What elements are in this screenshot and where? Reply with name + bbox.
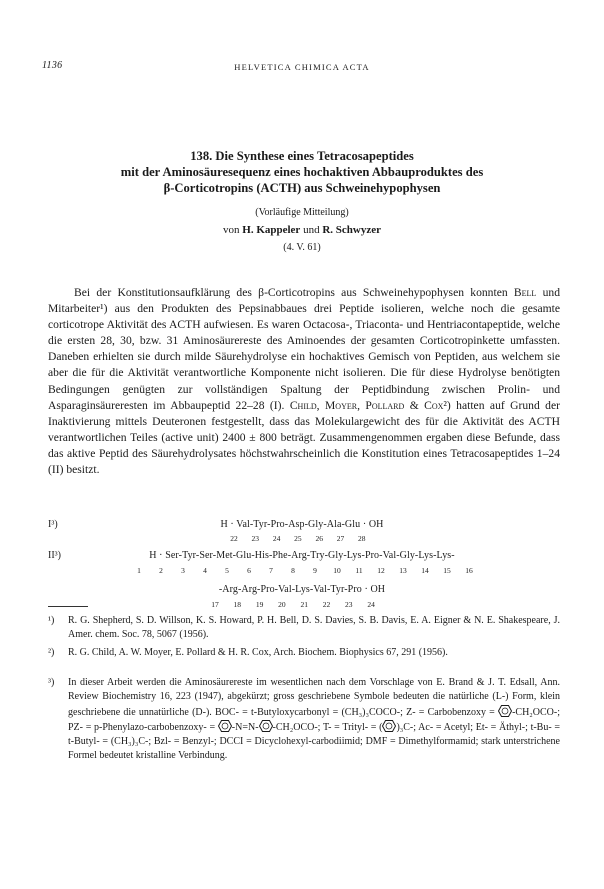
sequence-i-label: I³) [48, 519, 58, 530]
residue-number: 18 [233, 600, 242, 609]
footnote-1 [48, 614, 560, 643]
benzene-ring-icon [259, 720, 273, 732]
authors-line [0, 224, 604, 236]
residue-number: 26 [315, 534, 323, 543]
authors-prefix: von [223, 224, 240, 236]
residue-number: 21 [300, 600, 308, 609]
benzene-ring-icon [382, 720, 396, 732]
residue-number: 7 [269, 566, 273, 575]
residue-number: 9 [313, 566, 317, 575]
footnote-divider [48, 606, 88, 607]
body-text-c: ²) hatten auf Grund der Inaktivierung mittels Deuteronen festgestellt, dass das Molekulargewicht des für die Aktivität des ACTH verantwortlichen Teiles (active unit) 2400 ± 800 beträgt. Zusammengenommen ergaben diese Befunde, dass das aktive Peptid des Säurehydrolysates höchstwahrscheinlich die Konstitution eines Tetracosapeptides 1–24 (II) besitzt. [48, 398, 560, 477]
body-paragraph [48, 285, 560, 478]
journal-name: HELVETICA CHIMICA ACTA [234, 62, 370, 72]
authors-and: und [303, 224, 320, 236]
residue-number: 23 [345, 600, 353, 609]
residue-number: 25 [294, 534, 302, 543]
footnote-2-text: R. G. Child, A. W. Moyer, E. Pollard & H. R. Cox, Arch. Biochem. Biophysics 67, 291 (1956). [68, 647, 448, 658]
footnote-3-part-a: In dieser Arbeit werden die Aminosäurereste im wesentlichen nach dem Vorschlage von E. Brand & J. T. Edsall, Ann. Review Biochemistry 16, 223 (1947), abgekürzt; gross geschriebene Symbole bedeuten die natürliche (L-) Form, klein geschriebene die unnatürliche (D-). BOC- = t-Butyloxycarbonyl = (CH₃)₃COCO-; Z- = Carbobenzoxy = [68, 677, 560, 718]
residue-number: 13 [399, 566, 407, 575]
benzene-ring-icon [218, 720, 232, 732]
residue-number: 23 [251, 534, 260, 543]
body-text-a: Bei der Konstitutionsaufklärung des β-Corticotropins aus Schweinehypophysen konnten [74, 286, 514, 299]
residue-number: 2 [159, 566, 163, 575]
residue-number: 3 [181, 566, 185, 575]
footnote-3-part-c: PZ- = p-Phenylazo-carbobenzoxy- = [68, 721, 218, 733]
title-line-3: β-Corticotropins (ACTH) aus Schweinehypophysen [163, 181, 441, 195]
residue-number: 17 [211, 600, 219, 609]
sequence-ii-label: II³) [48, 550, 61, 561]
author-kappeler: H. Kappeler [242, 224, 301, 236]
title-line-2: mit der Aminosäuresequenz eines hochaktiven Abbauproduktes des [120, 165, 484, 179]
footnote-2-mark: ²) [48, 647, 55, 658]
footnote-3 [48, 676, 560, 764]
page-number: 1136 [42, 60, 63, 71]
footnote-2 [48, 646, 560, 660]
residue-number: 4 [203, 566, 207, 575]
footnote-3-part-d: -N=N- [231, 721, 259, 733]
sequence-i: H · Val-Tyr-Pro-Asp-Gly-Ala-Glu · OH [220, 519, 384, 530]
residue-number: 19 [255, 600, 264, 609]
residue-number: 24 [367, 600, 375, 609]
footnote-3-text [68, 676, 560, 764]
residue-number: 22 [322, 600, 331, 609]
received-date: (4. V. 61) [283, 242, 321, 253]
footnote-1-text: R. G. Shepherd, S. D. Willson, K. S. Howard, P. H. Bell, D. S. Davies, S. B. Davis, E. A. Eigner & N. E. Shakespeare, J. Amer. chem. Soc. 78, 5067 (1956). [68, 615, 560, 641]
sequence-ii-line2: -Arg-Arg-Pro-Val-Lys-Val-Tyr-Pro · OH [218, 584, 386, 595]
residue-number: 8 [291, 566, 295, 575]
residue-number: 5 [225, 566, 229, 575]
footnote-3-part-f: )₃C-; Ac- = Acetyl; Et- = Äthyl-; t-Bu- = t-Butyl- = (CH₃)₃C-; Bzl- = Benzyl-; DCCI = Dicyclohexyl-carbodiimid; DMF = Dimethylformamid; stark unterstrichene Formel bedeutet kristalline Verbindung. [68, 721, 561, 762]
footnote-3-mark: ³) [48, 677, 55, 688]
title-line-1: 138. Die Synthese eines Tetracosapeptides [190, 149, 414, 163]
residue-number: 20 [278, 600, 286, 609]
residue-number: 6 [247, 566, 251, 575]
residue-number: 12 [377, 566, 385, 575]
residue-number: 10 [333, 566, 341, 575]
footnote-3-part-b: -CH₂OCO-; [512, 706, 560, 718]
author-ref-bell: Bell [513, 286, 537, 299]
residue-number: 15 [443, 566, 451, 575]
benzene-ring-icon [498, 705, 512, 717]
residue-number: 27 [336, 534, 345, 543]
body-text-b: und Mitarbeiter¹) aus den Produkten des Pepsinabbaues drei Peptide isolieren, welche noch die gesamte corticotrope Aktivität des ACTH aufwiesen. Es waren Octacosa-, Triaconta- und Hentriacontapeptide, welche die ersten 28, 30, bzw. 31 Aminosäurereste des Aminoendes der gesamten Corticotropinkette umfassten. Daneben erhielten sie durch milde Säurehydrolyse ein hochaktives Gemisch von Peptiden, aus welchem sie aber die für die Aktivität verantwortliche Komponente nicht isolieren. Die für diese Hydrolyse benötigten Bedingungen genügten zur vollständigen Spaltung der Peptidbindung zwischen Prolin- und Asparaginsäureresten im Abbaupeptid 22–28 (I). [48, 286, 560, 412]
residue-number: 28 [358, 534, 366, 543]
author-ref-child: Child, Moyer, Pollard & Cox [289, 398, 444, 412]
residue-number: 14 [421, 566, 429, 575]
footnote-3-part-e: -CH₂OCO-; T- = Trityl- = ( [272, 721, 383, 733]
subtitle: (Vorläufige Mitteilung) [255, 207, 349, 218]
residue-number: 11 [355, 566, 363, 575]
article-title [40, 148, 564, 196]
sequence-ii-line1: H · Ser-Tyr-Ser-Met-Glu-His-Phe-Arg-Try-Gly-Lys-Pro-Val-Gly-Lys-Lys- [149, 550, 455, 561]
residue-number: 16 [465, 566, 473, 575]
residue-number: 22 [230, 534, 238, 543]
footnote-1-mark: ¹) [48, 615, 55, 626]
residue-number: 1 [137, 566, 141, 575]
author-schwyzer: R. Schwyzer [322, 224, 381, 236]
residue-number: 24 [272, 534, 281, 543]
